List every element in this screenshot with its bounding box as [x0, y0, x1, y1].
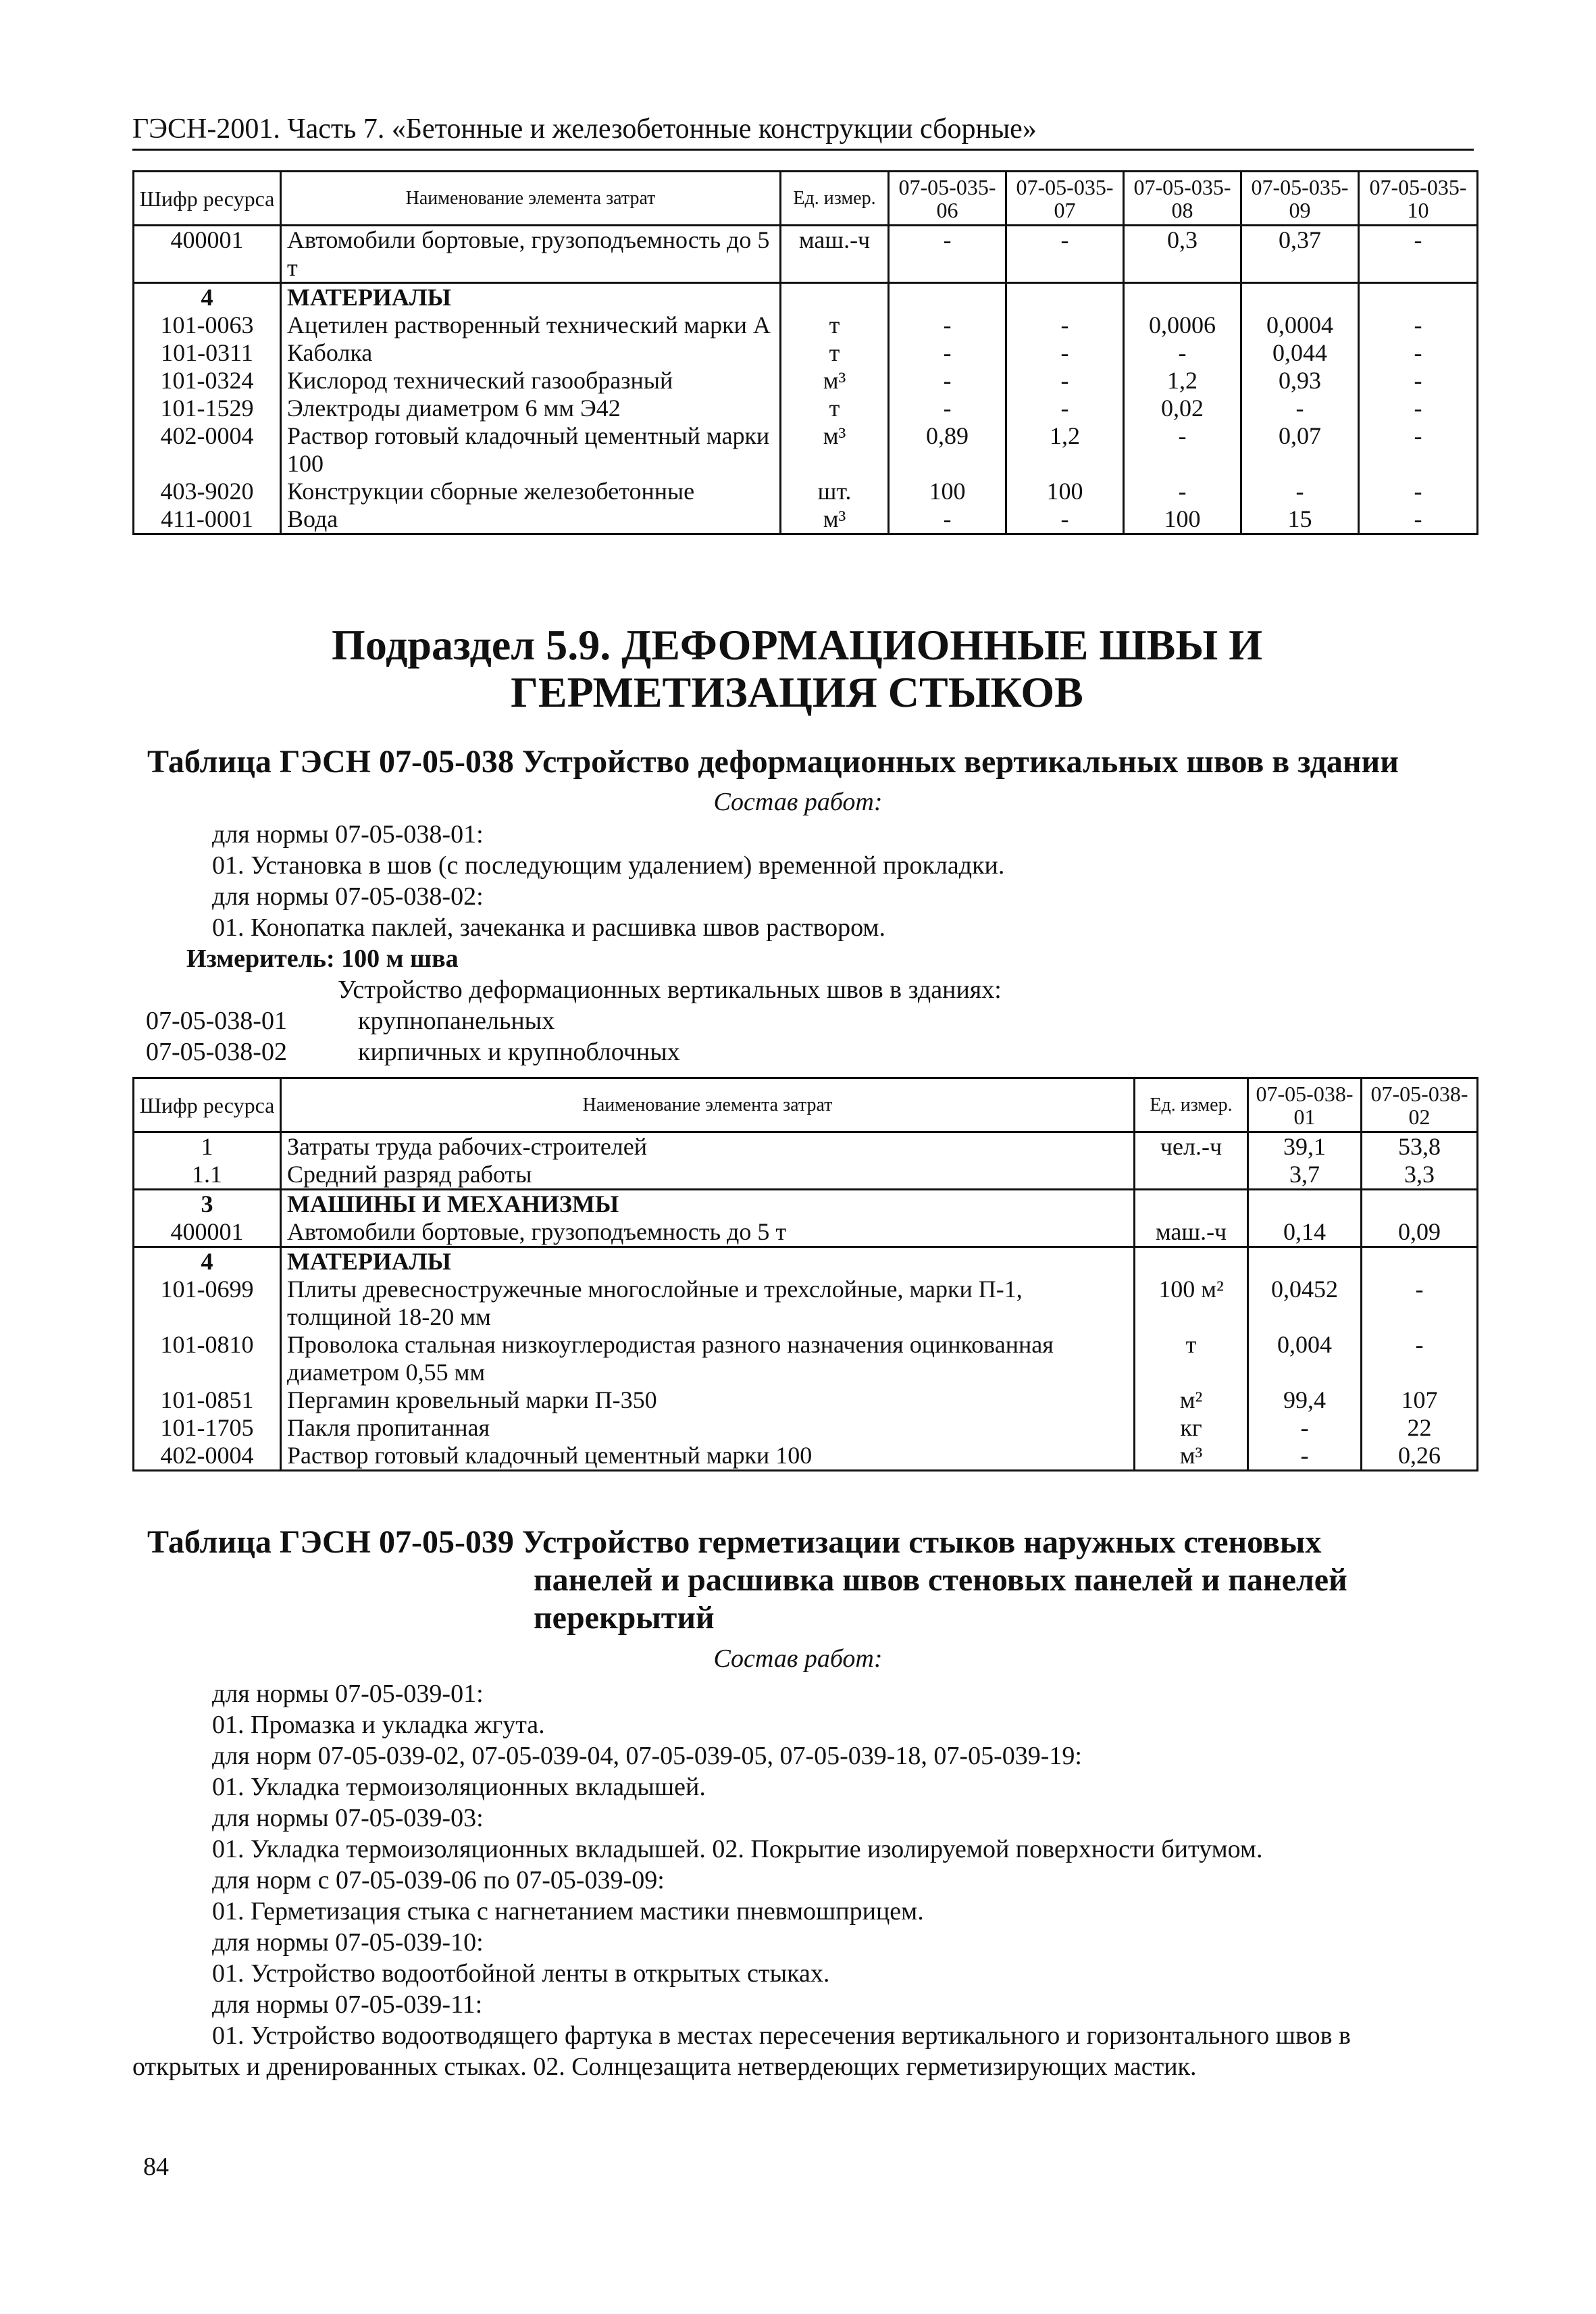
norm-label: для нормы 07-05-039-11: [212, 1990, 483, 2019]
cell-value: 15 [1241, 505, 1359, 534]
cell-value: 99,4 [1248, 1386, 1362, 1414]
norm-label: для норм с 07-05-039-06 по 07-05-039-09: [212, 1866, 665, 1894]
cell-value: - [1359, 478, 1478, 505]
cell-name: Конструкции сборные железобетонные [281, 478, 781, 505]
col-header: 07-05-038-01 [1248, 1078, 1362, 1132]
cell-code: 400001 [134, 226, 281, 283]
cell-value: - [1248, 1442, 1362, 1471]
cell-name: Проволока стальная низкоуглеродистая разного назначения оцинкованная диаметром 0,55 мм [281, 1331, 1135, 1386]
cell-name: Каболка [281, 339, 781, 367]
cell-value: 0,37 [1241, 226, 1359, 283]
col-header: Шифр ресурса [134, 1078, 281, 1132]
section-heading: МАТЕРИАЛЫ [281, 1247, 1135, 1276]
subsection-heading: Подраздел 5.9. ДЕФОРМАЦИОННЫЕ ШВЫ И ГЕРМЕТИЗАЦИЯ СТЫКОВ [332, 621, 1262, 716]
table-row [134, 422, 1478, 478]
col-header: 07-05-038-02 [1362, 1078, 1478, 1132]
cell-value: - [1359, 505, 1478, 534]
table-title: Таблица ГЭСН 07-05-039 Устройство герметизации стыков наружных стеновых [147, 1524, 1322, 1560]
cell-name: Плиты древесностружечные многослойные и трехслойные, марки П-1, толщиной 18-20 мм [281, 1276, 1135, 1331]
table-row [134, 478, 1478, 505]
table-row [134, 1331, 1478, 1386]
work-item: 01. Промазка и укладка жгута. [212, 1711, 545, 1739]
cell-unit: маш.-ч [781, 226, 889, 283]
table-title: Таблица ГЭСН 07-05-038 Устройство деформационных вертикальных швов в здании [147, 744, 1399, 780]
cell-value: 0,0004 [1241, 311, 1359, 339]
cell-name: Ацетилен растворенный технический марки А [281, 311, 781, 339]
cell-value: - [889, 395, 1006, 422]
norm-variant: крупнопанельных [358, 1007, 555, 1035]
cell-name: Затраты труда рабочих-строителей [281, 1132, 1135, 1161]
cell-name: Автомобили бортовые, грузоподъемность до 5 т [281, 226, 781, 283]
cell-value: 0,07 [1241, 422, 1359, 478]
cell-name: Пакля пропитанная [281, 1414, 1135, 1442]
cell-code: 101-0324 [134, 367, 281, 395]
cell-value: 107 [1362, 1386, 1478, 1414]
cell-code: 402-0004 [134, 1442, 281, 1471]
cell-value: 39,1 [1248, 1132, 1362, 1161]
cell-value: 0,0006 [1124, 311, 1241, 339]
cell-value: - [1006, 226, 1124, 283]
col-header: Наименование элемента затрат [281, 172, 781, 226]
cell-value: 53,8 [1362, 1132, 1478, 1161]
norm-label: для норм 07-05-039-02, 07-05-039-04, 07-05-039-05, 07-05-039-18, 07-05-039-19: [212, 1742, 1082, 1770]
work-item: 01. Устройство водоотбойной ленты в открытых стыках. [212, 1959, 830, 1988]
cell-value: 0,26 [1362, 1442, 1478, 1471]
norm-label: для нормы 07-05-039-10: [212, 1928, 484, 1957]
col-header: 07-05-035-08 [1124, 172, 1241, 226]
cell-code: 402-0004 [134, 422, 281, 478]
cell-code: 101-0810 [134, 1331, 281, 1386]
works-caption: Состав работ: [713, 788, 883, 816]
norm-description: Устройство деформационных вертикальных швов в зданиях: [338, 976, 1002, 1004]
col-header: Наименование элемента затрат [281, 1078, 1135, 1132]
cell-value: - [1124, 478, 1241, 505]
cell-value: 3,3 [1362, 1161, 1478, 1190]
cell-value: - [1006, 395, 1124, 422]
table-row [134, 283, 1478, 312]
cell-unit: т [781, 395, 889, 422]
cell-value: - [1124, 339, 1241, 367]
cell-unit: маш.-ч [1135, 1218, 1248, 1247]
cell-code: 101-0063 [134, 311, 281, 339]
cell-value: 0,044 [1241, 339, 1359, 367]
cell-value: 1,2 [1006, 422, 1124, 478]
running-header: ГЭСН-2001. Часть 7. «Бетонные и железобетонные конструкции сборные» [132, 112, 1474, 151]
cell-value: 0,89 [889, 422, 1006, 478]
table-row [134, 226, 1478, 283]
norm-label: для нормы 07-05-039-03: [212, 1804, 484, 1832]
norm-variant: кирпичных и крупноблочных [358, 1038, 680, 1066]
cell-value: - [1124, 422, 1241, 478]
col-header: 07-05-035-10 [1359, 172, 1478, 226]
cell-name: Электроды диаметром 6 мм Э42 [281, 395, 781, 422]
cell-value: 0,02 [1124, 395, 1241, 422]
measure-unit: Измеритель: 100 м шва [186, 945, 459, 973]
norm-label: для нормы 07-05-038-01: [212, 820, 484, 849]
table-row [134, 395, 1478, 422]
table-title-cont: панелей и расшивка швов стеновых панелей и панелей [534, 1562, 1347, 1598]
cell-value: - [889, 367, 1006, 395]
cell-value: - [1359, 226, 1478, 283]
resource-table-038 [132, 1077, 1478, 1472]
cell-unit: чел.-ч [1135, 1132, 1248, 1161]
cell-unit: кг [1135, 1414, 1248, 1442]
work-item: 01. Укладка термоизоляционных вкладышей. [212, 1773, 706, 1801]
resource-table-035 [132, 170, 1478, 535]
cell-value: - [1362, 1276, 1478, 1331]
table-row [134, 1161, 1478, 1190]
table-row [134, 1276, 1478, 1331]
cell-value: - [889, 311, 1006, 339]
cell-code: 4 [134, 283, 281, 312]
cell-value: - [1006, 339, 1124, 367]
cell-code: 101-0699 [134, 1276, 281, 1331]
work-item: 01. Герметизация стыка с нагнетанием мастики пневмошприцем. [212, 1897, 924, 1926]
cell-unit: т [781, 311, 889, 339]
cell-name: Раствор готовый кладочный цементный марки 100 [281, 1442, 1135, 1471]
table-row [134, 1218, 1478, 1247]
cell-code: 101-0851 [134, 1386, 281, 1414]
cell-code: 101-0311 [134, 339, 281, 367]
cell-code: 400001 [134, 1218, 281, 1247]
cell-code: 3 [134, 1190, 281, 1219]
cell-value: - [889, 505, 1006, 534]
cell-unit: м³ [781, 367, 889, 395]
cell-unit: шт. [781, 478, 889, 505]
cell-value: - [1241, 478, 1359, 505]
cell-value: - [889, 339, 1006, 367]
cell-name: Вода [281, 505, 781, 534]
cell-value: - [1359, 395, 1478, 422]
cell-code: 1 [134, 1132, 281, 1161]
table-row [134, 1414, 1478, 1442]
cell-code: 403-9020 [134, 478, 281, 505]
cell-value: 0,93 [1241, 367, 1359, 395]
cell-value: - [1359, 339, 1478, 367]
table-title-cont: перекрытий [534, 1600, 715, 1636]
norm-code: 07-05-038-02 [146, 1038, 287, 1066]
col-header: 07-05-035-09 [1241, 172, 1359, 226]
cell-value: - [1359, 422, 1478, 478]
cell-code: 4 [134, 1247, 281, 1276]
cell-code: 1.1 [134, 1161, 281, 1190]
table-row [134, 1190, 1478, 1219]
cell-value: - [1359, 311, 1478, 339]
col-header: Ед. измер. [781, 172, 889, 226]
table-row [134, 1386, 1478, 1414]
col-header: 07-05-035-07 [1006, 172, 1124, 226]
cell-name: Автомобили бортовые, грузоподъемность до 5 т [281, 1218, 1135, 1247]
cell-value: 0,09 [1362, 1218, 1478, 1247]
cell-code: 101-1705 [134, 1414, 281, 1442]
cell-unit: т [781, 339, 889, 367]
cell-value: - [1006, 311, 1124, 339]
norm-label: для нормы 07-05-039-01: [212, 1680, 484, 1708]
table-row [134, 367, 1478, 395]
cell-value: - [1362, 1331, 1478, 1386]
cell-value: 3,7 [1248, 1161, 1362, 1190]
cell-unit: м³ [1135, 1442, 1248, 1471]
cell-value: 100 [1006, 478, 1124, 505]
norm-code: 07-05-038-01 [146, 1007, 287, 1035]
cell-code: 101-1529 [134, 395, 281, 422]
cell-value: 1,2 [1124, 367, 1241, 395]
cell-unit: м³ [781, 422, 889, 478]
work-item: 01. Укладка термоизоляционных вкладышей. 02. Покрытие изолируемой поверхности битумом. [212, 1835, 1263, 1863]
cell-value: - [889, 226, 1006, 283]
cell-value: 100 [1124, 505, 1241, 534]
work-item: 01. Установка в шов (с последующим удалением) временной прокладки. [212, 851, 1005, 880]
cell-value: 22 [1362, 1414, 1478, 1442]
cell-value: 0,3 [1124, 226, 1241, 283]
table-row [134, 1247, 1478, 1276]
cell-value: - [1241, 395, 1359, 422]
section-heading: МАТЕРИАЛЫ [281, 283, 781, 312]
table-row [134, 505, 1478, 534]
cell-value: - [1006, 367, 1124, 395]
work-item-cont: открытых и дренированных стыках. 02. Солнцезащита нетвердеющих герметизирующих мастик. [132, 2053, 1197, 2081]
table-row [134, 311, 1478, 339]
cell-unit [1135, 1161, 1248, 1190]
cell-value: 0,0452 [1248, 1276, 1362, 1331]
col-header: Ед. измер. [1135, 1078, 1248, 1132]
work-item: 01. Устройство водоотводящего фартука в местах пересечения вертикального и горизонтального швов в [212, 2021, 1351, 2050]
cell-unit: т [1135, 1331, 1248, 1386]
cell-name: Пергамин кровельный марки П-350 [281, 1386, 1135, 1414]
cell-name: Раствор готовый кладочный цементный марки 100 [281, 422, 781, 478]
cell-name: Средний разряд работы [281, 1161, 1135, 1190]
cell-value: - [1006, 505, 1124, 534]
cell-unit: м² [1135, 1386, 1248, 1414]
cell-value: - [1359, 367, 1478, 395]
table-row [134, 1132, 1478, 1161]
cell-unit: 100 м² [1135, 1276, 1248, 1331]
col-header: 07-05-035-06 [889, 172, 1006, 226]
cell-value: 100 [889, 478, 1006, 505]
cell-name: Кислород технический газообразный [281, 367, 781, 395]
cell-value: - [1248, 1414, 1362, 1442]
table-row [134, 1442, 1478, 1471]
col-header: Шифр ресурса [134, 172, 281, 226]
norm-label: для нормы 07-05-038-02: [212, 882, 484, 911]
cell-value: 0,14 [1248, 1218, 1362, 1247]
table-row [134, 339, 1478, 367]
cell-code: 411-0001 [134, 505, 281, 534]
work-item: 01. Конопатка паклей, зачеканка и расшивка швов раствором. [212, 913, 885, 942]
cell-unit: м³ [781, 505, 889, 534]
cell-value: 0,004 [1248, 1331, 1362, 1386]
works-caption: Состав работ: [713, 1644, 883, 1673]
page-number: 84 [143, 2153, 169, 2181]
section-heading: МАШИНЫ И МЕХАНИЗМЫ [281, 1190, 1135, 1219]
